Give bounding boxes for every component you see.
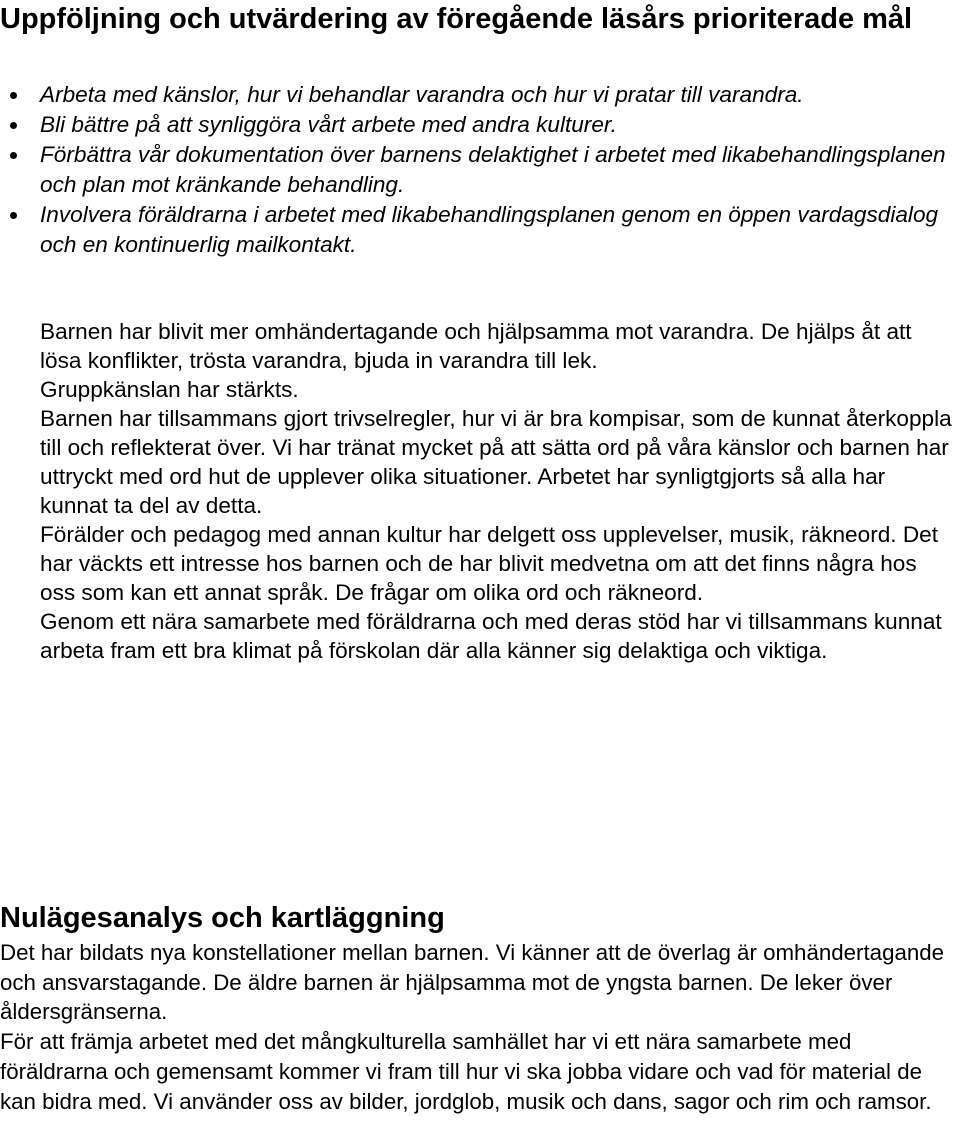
bullet-icon <box>10 122 17 129</box>
goal-text: Involvera föräldrarna i arbetet med likabehandlingsplanen genom en öppen vardagsdialog och en kontinuerlig mailkontakt. <box>40 202 939 257</box>
goal-text: Bli bättre på att synliggöra vårt arbete med andra kulturer. <box>40 112 617 137</box>
bullet-icon <box>10 92 17 99</box>
goal-text: Förbättra vår dokumentation över barnens delaktighet i arbetet med likabehandlingsplanen och plan mot kränkande behandling. <box>40 142 946 197</box>
list-item <box>40 140 955 200</box>
paragraph: Förälder och pedagog med annan kultur har delgett oss upplevelser, musik, räkneord. Det har väckts ett intresse hos barnen och de har blivit medvetna om att det finns några hos oss som kan ett annat språk. De frågar om olika ord och räkneord. <box>40 522 938 605</box>
goals-list <box>40 80 955 260</box>
bullet-icon <box>10 212 17 219</box>
analysis-text <box>0 938 955 1116</box>
paragraph: Barnen har tillsammans gjort trivselregler, hur vi är bra kompisar, som de kunnat återkoppla till och reflekterat över. Vi har tränat mycket på att sätta ord på våra känslor och barnen har uttryckt med ord hut de upplever olika situationer. Arbetet har synligtgjorts så alla har kunnat ta del av detta. <box>40 406 952 518</box>
list-item <box>40 110 955 140</box>
list-item <box>40 200 955 260</box>
section-heading-evaluation: Uppföljning och utvärdering av föregående läsårs prioriterade mål <box>0 3 913 35</box>
paragraph: För att främja arbetet med det mångkulturella samhället har vi ett nära samarbete med föräldrarna och gemensamt kommer vi fram till hur vi ska jobba vidare och vad för material de kan bidra med. Vi använder oss av bilder, jordglob, musik och dans, sagor och rim och ramsor. <box>0 1029 932 1114</box>
section-heading-analysis: Nulägesanalys och kartläggning <box>0 902 445 934</box>
paragraph: Det har bildats nya konstellationer mellan barnen. Vi känner att de överlag är omhändertagande och ansvarstagande. De äldre barnen är hjälpsamma mot de yngsta barnen. De leker över åldersgränserna. <box>0 940 945 1025</box>
paragraph: Gruppkänslan har stärkts. <box>40 377 299 402</box>
paragraph: Genom ett nära samarbete med föräldrarna och med deras stöd har vi tillsammans kunnat arbeta fram ett bra klimat på förskolan där alla känner sig delaktiga och viktiga. <box>40 609 942 663</box>
list-item <box>40 80 955 110</box>
goal-text: Arbeta med känslor, hur vi behandlar varandra och hur vi pratar till varandra. <box>40 82 804 107</box>
bullet-icon <box>10 152 17 159</box>
evaluation-text <box>40 317 955 665</box>
paragraph: Barnen har blivit mer omhändertagande och hjälpsamma mot varandra. De hjälps åt att lösa konflikter, trösta varandra, bjuda in varandra till lek. <box>40 319 912 373</box>
